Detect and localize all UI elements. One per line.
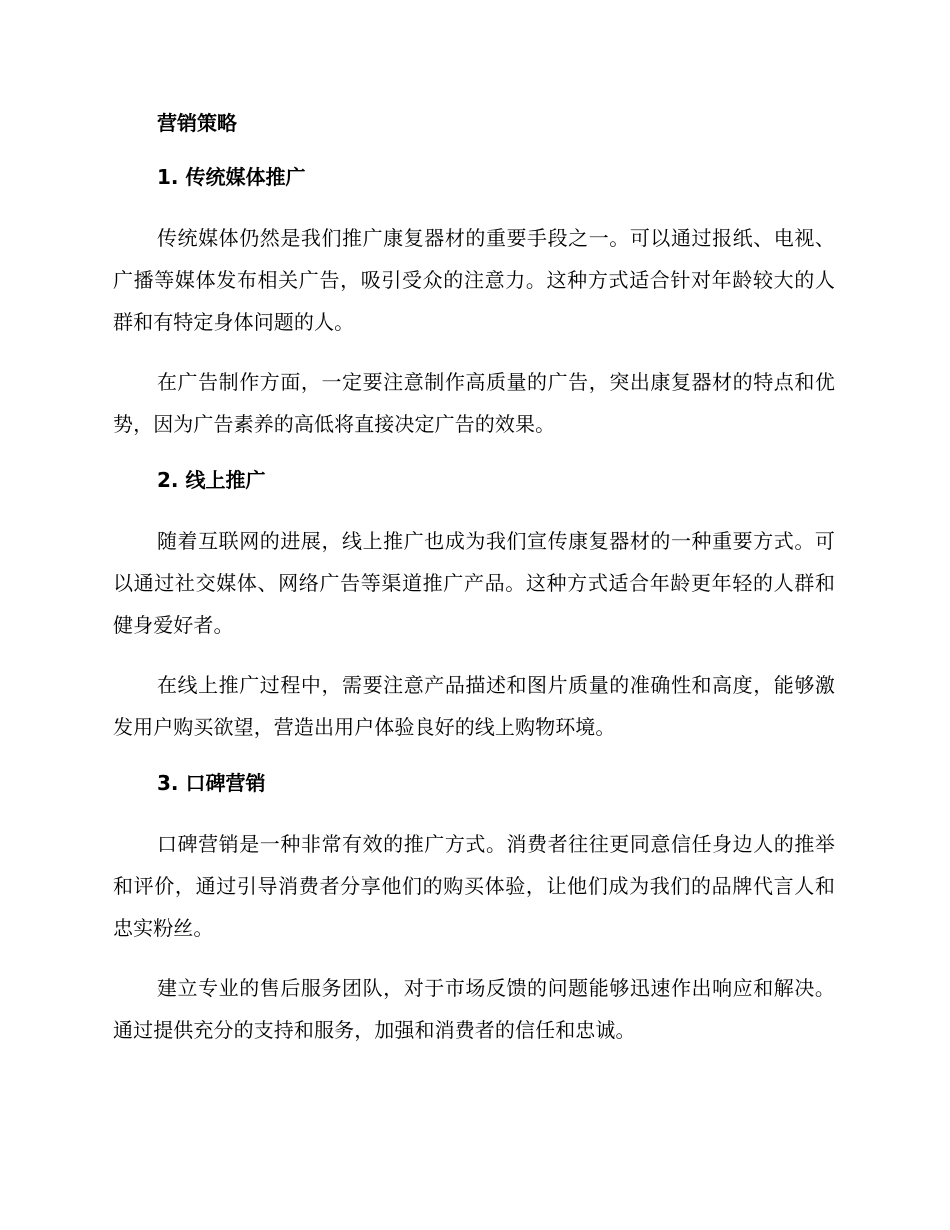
document-page bbox=[113, 108, 835, 1069]
section-traditional-media bbox=[113, 162, 835, 445]
paragraph: 随着互联网的进展，线上推广也成为我们宣传康复器材的一种重要方式。可以通过社交媒体、网络广告等渠道推广产品。这种方式适合年龄更年轻的人群和健身爱好者。 bbox=[113, 529, 835, 637]
section-heading: 1. 传统媒体推广 bbox=[157, 165, 306, 189]
paragraph: 口碑营销是一种非常有效的推广方式。消费者往往更同意信任身边人的推举和评价，通过引导消费者分享他们的购买体验，让他们成为我们的品牌代言人和忠实粉丝。 bbox=[113, 832, 835, 940]
section-heading: 2. 线上推广 bbox=[157, 468, 266, 492]
paragraph: 建立专业的售后服务团队，对于市场反馈的问题能够迅速作出响应和解决。通过提供充分的支持和服务，加强和消费者的信任和忠诚。 bbox=[113, 976, 835, 1042]
paragraph: 在线上推广过程中，需要注意产品描述和图片质量的准确性和高度，能够激发用户购买欲望，营造出用户体验良好的线上购物环境。 bbox=[113, 673, 835, 739]
paragraph: 传统媒体仍然是我们推广康复器材的重要手段之一。可以通过报纸、电视、广播等媒体发布相关广告，吸引受众的注意力。这种方式适合针对年龄较大的人群和有特定身体问题的人。 bbox=[113, 226, 835, 334]
section-word-of-mouth bbox=[113, 768, 835, 1051]
paragraph: 在广告制作方面，一定要注意制作高质量的广告，突出康复器材的特点和优势，因为广告素养的高低将直接决定广告的效果。 bbox=[113, 370, 835, 436]
section-heading: 3. 口碑营销 bbox=[157, 771, 266, 795]
section-online-promotion bbox=[113, 465, 835, 748]
document-title: 营销策略 bbox=[157, 111, 237, 135]
